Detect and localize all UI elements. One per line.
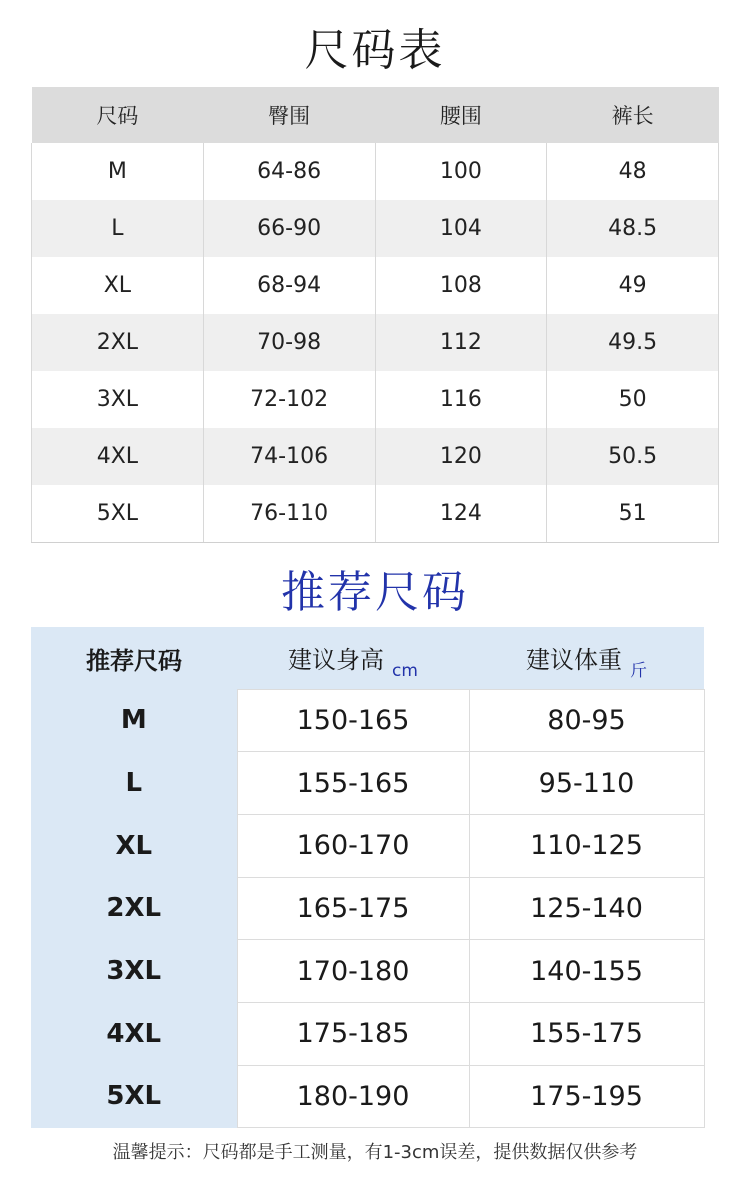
size-chart-header-row (32, 87, 719, 143)
cell-size: L (31, 752, 237, 815)
cell-length: 50.5 (547, 428, 719, 485)
cell-height: 150-165 (237, 689, 469, 752)
cell-length: 48.5 (547, 200, 719, 257)
cell-size: M (31, 689, 237, 752)
cell-weight: 95-110 (469, 752, 704, 815)
cell-size: 5XL (32, 485, 204, 542)
cell-length: 49 (547, 257, 719, 314)
recommend-header-row (31, 627, 704, 689)
header-hip: 臀围 (203, 87, 375, 143)
cell-size: 4XL (32, 428, 204, 485)
cell-hip: 76-110 (203, 485, 375, 542)
cell-length: 50 (547, 371, 719, 428)
cell-size: L (32, 200, 204, 257)
cell-height: 160-170 (237, 814, 469, 877)
cell-hip: 74-106 (203, 428, 375, 485)
weight-unit: 斤 (630, 661, 647, 682)
recommend-panel (31, 627, 704, 1128)
cell-weight: 80-95 (469, 689, 704, 752)
cell-height: 165-175 (237, 877, 469, 940)
table-row (31, 1002, 704, 1065)
cell-hip: 72-102 (203, 371, 375, 428)
cell-height: 180-190 (237, 1065, 469, 1128)
cell-length: 49.5 (547, 314, 719, 371)
recommend-title: 推荐尺码 (281, 567, 469, 618)
cell-hip: 66-90 (203, 200, 375, 257)
cell-size: 2XL (32, 314, 204, 371)
header-length: 裤长 (547, 87, 719, 143)
table-row (32, 314, 719, 371)
cell-weight: 110-125 (469, 814, 704, 877)
table-row (32, 143, 719, 200)
cell-waist: 120 (375, 428, 547, 485)
cell-weight: 175-195 (469, 1065, 704, 1128)
cell-waist: 104 (375, 200, 547, 257)
cell-waist: 108 (375, 257, 547, 314)
cell-height: 170-180 (237, 940, 469, 1003)
cell-length: 51 (547, 485, 719, 542)
cell-waist: 116 (375, 371, 547, 428)
table-row (32, 257, 719, 314)
recommend-table (31, 627, 705, 1128)
table-row (32, 428, 719, 485)
header-weight (469, 627, 704, 689)
cell-size: M (32, 143, 204, 200)
header-size: 尺码 (32, 87, 204, 143)
cell-waist: 124 (375, 485, 547, 542)
cell-size: 4XL (31, 1002, 237, 1065)
header-height-label: 建议身高 (288, 646, 385, 675)
cell-hip: 70-98 (203, 314, 375, 371)
table-row (32, 200, 719, 257)
table-row (31, 877, 704, 940)
header-waist: 腰围 (375, 87, 547, 143)
table-row (31, 689, 704, 752)
cell-hip: 64-86 (203, 143, 375, 200)
cell-size: 3XL (31, 940, 237, 1003)
footer-note: 温馨提示：尺码都是手工测量，有1-3cm误差，提供数据仅供参考 (112, 1142, 638, 1163)
cell-weight: 140-155 (469, 940, 704, 1003)
table-row (31, 940, 704, 1003)
cell-waist: 100 (375, 143, 547, 200)
cell-weight: 155-175 (469, 1002, 704, 1065)
cell-waist: 112 (375, 314, 547, 371)
cell-weight: 125-140 (469, 877, 704, 940)
cell-size: 5XL (31, 1065, 237, 1128)
cell-height: 155-165 (237, 752, 469, 815)
cell-size: 3XL (32, 371, 204, 428)
table-row (32, 485, 719, 542)
cell-size: 2XL (31, 877, 237, 940)
height-unit: cm (392, 661, 418, 682)
header-height (237, 627, 469, 689)
header-weight-label: 建议体重 (526, 646, 622, 675)
table-row (32, 371, 719, 428)
table-row (31, 752, 704, 815)
cell-size: XL (32, 257, 204, 314)
header-recommend-size: 推荐尺码 (31, 627, 237, 689)
cell-height: 175-185 (237, 1002, 469, 1065)
table-row (31, 1065, 704, 1128)
cell-length: 48 (547, 143, 719, 200)
cell-hip: 68-94 (203, 257, 375, 314)
table-row (31, 814, 704, 877)
size-chart-title: 尺码表 (304, 25, 446, 76)
cell-size: XL (31, 814, 237, 877)
size-chart-table (31, 87, 719, 543)
